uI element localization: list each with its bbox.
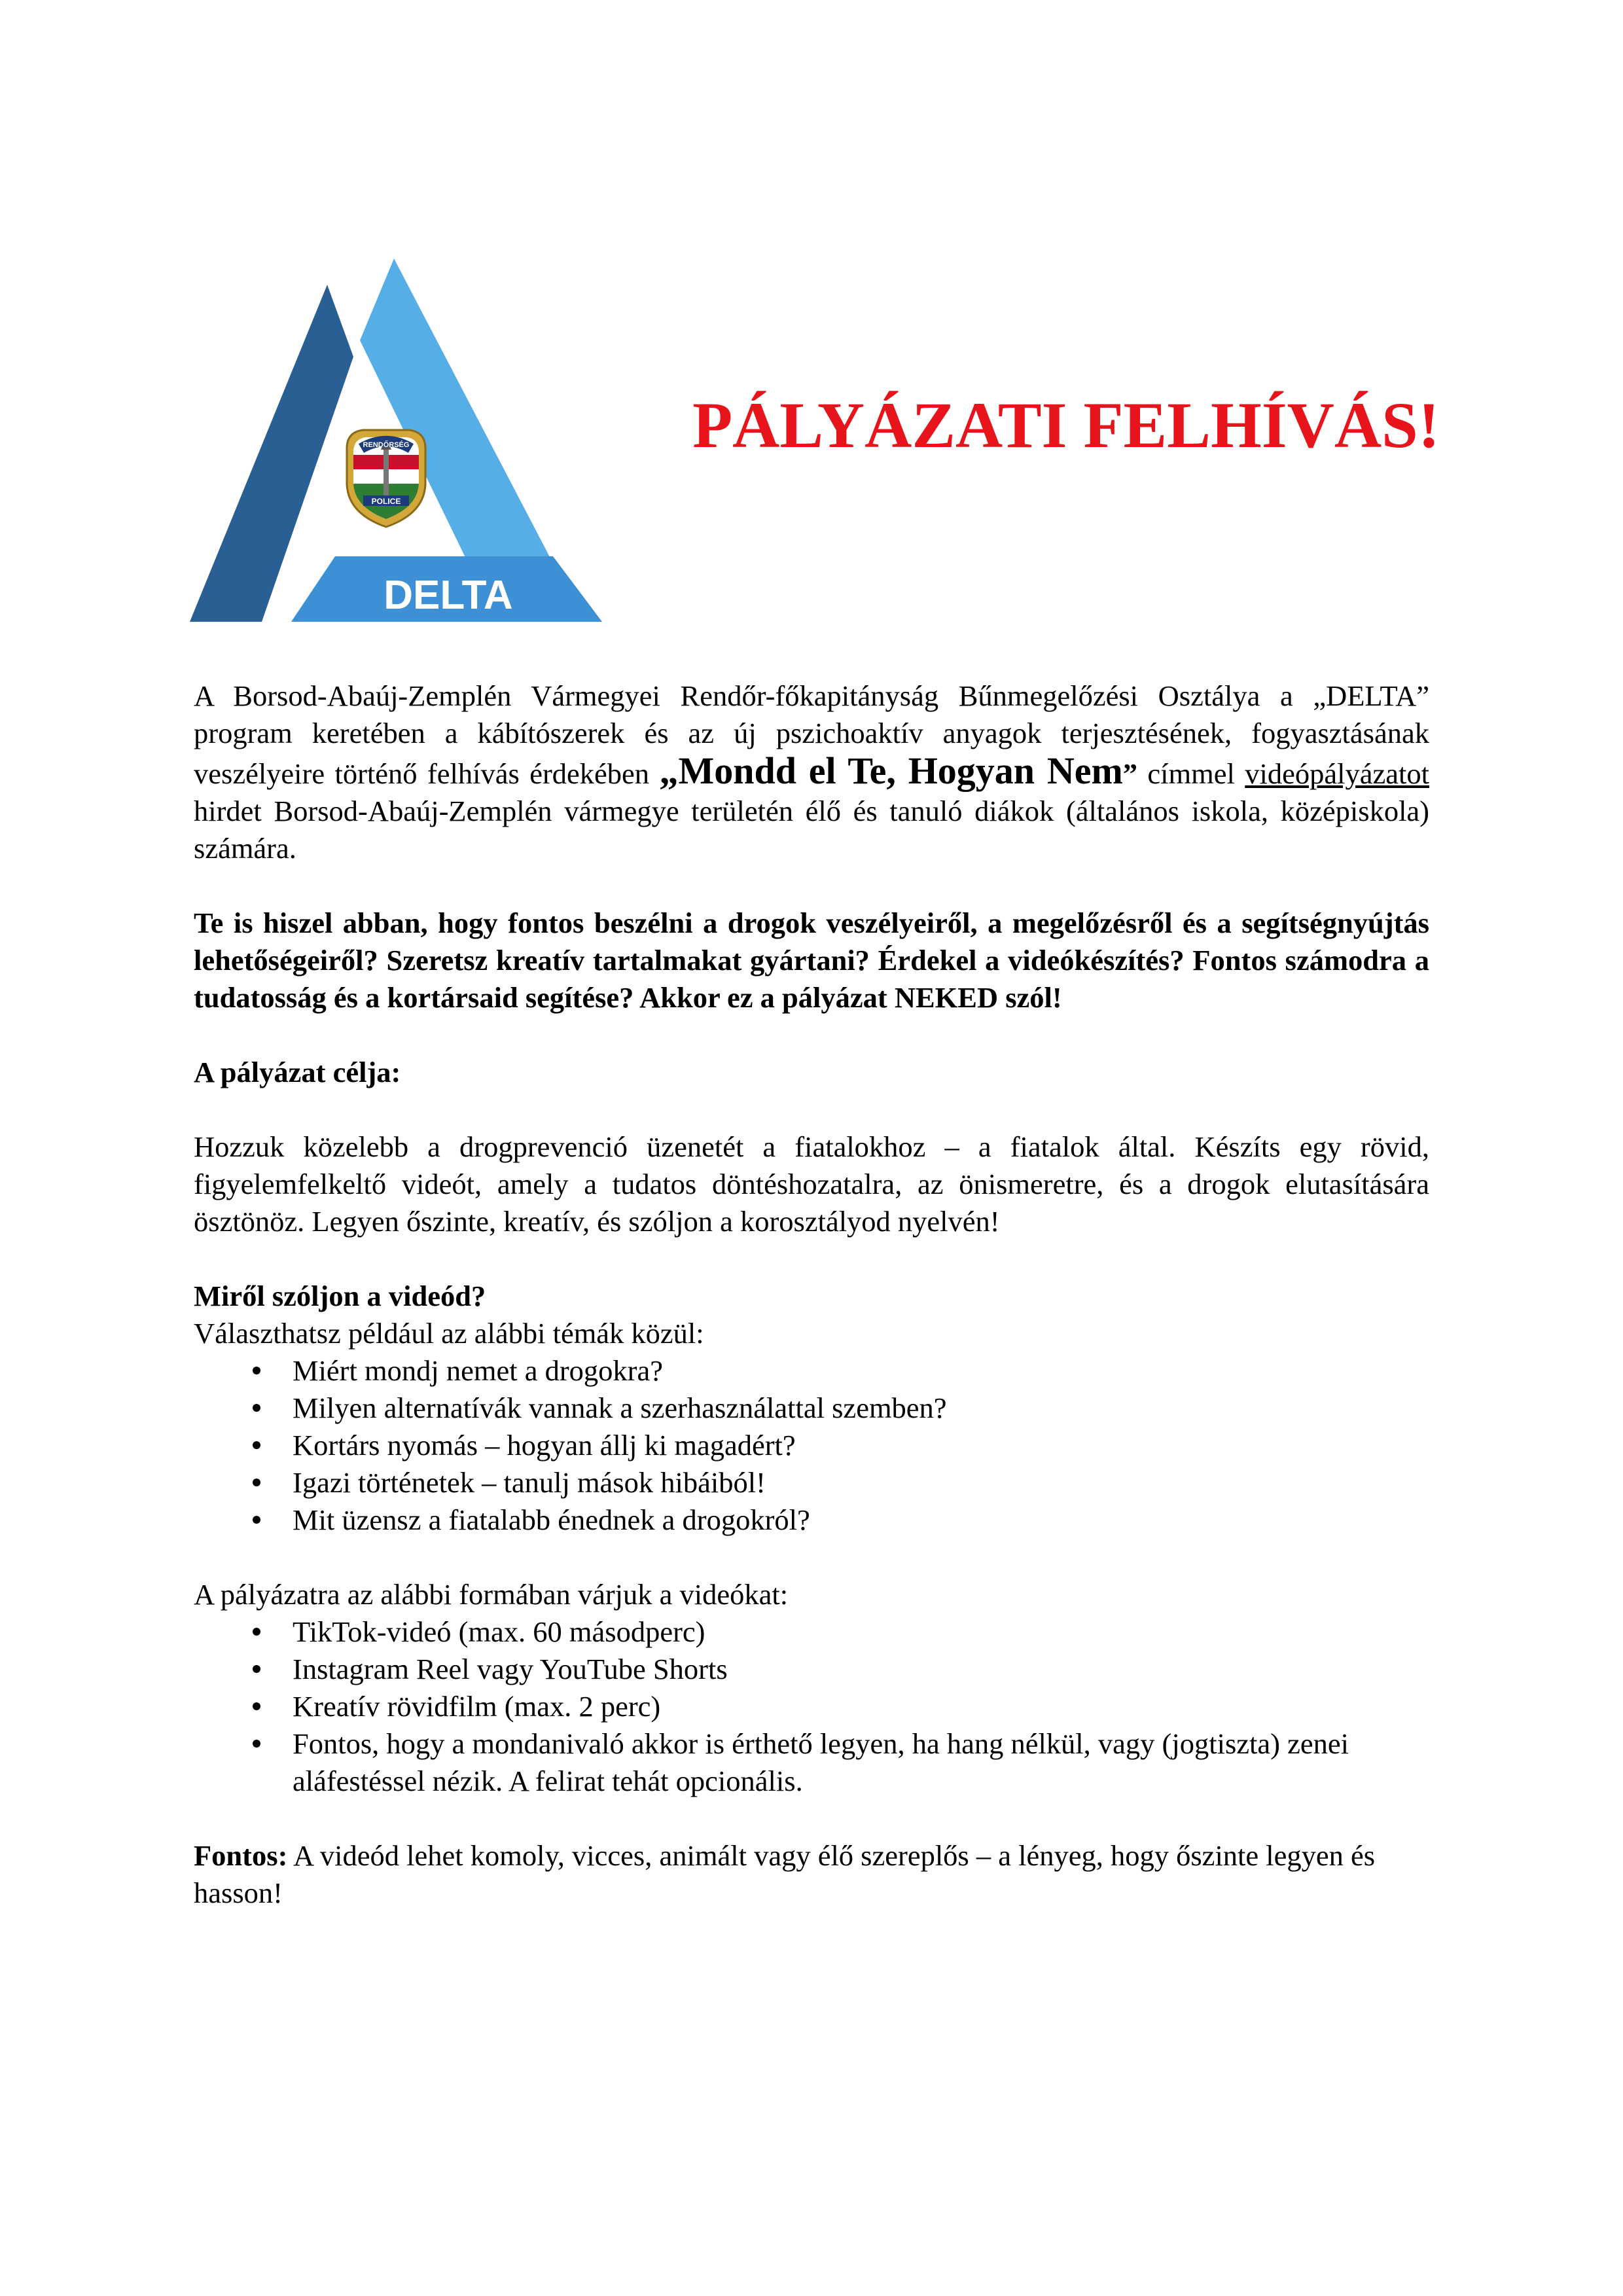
goal-text: Hozzuk közelebb a drogprevenció üzenetét a fiatalokhoz – a fiatalok által. Készíts egy rövid, figyelemfelkeltő videót, amely a tudatos döntéshozatalra, az önismeretre, és a drogok elutasítására ösztönöz. Legyen őszinte, kreatív, és szóljon a korosztályod nyelvén! — [194, 1130, 1429, 1238]
list-item-text: Fontos, hogy a mondanivaló akkor is érthető legyen, ha hang nélkül, vagy (jogtiszta) zenei aláfestéssel nézik. A felirat tehát opcionális. — [293, 1727, 1349, 1797]
topics-list — [194, 1352, 1429, 1539]
list-item-text: Milyen alternatívák vannak a szerhasználattal szemben? — [293, 1391, 947, 1424]
intro-text-mid: címmel — [1137, 757, 1245, 790]
campaign-title-quote: ” — [1122, 757, 1138, 790]
bullet-icon — [253, 1404, 260, 1412]
badge-top-text: RENDŐRSÉG — [363, 441, 410, 449]
bullet-icon — [253, 1740, 260, 1748]
list-item — [194, 1725, 1429, 1800]
list-item-text: Igazi történetek – tanulj mások hibáiból! — [293, 1466, 766, 1499]
document-body — [194, 677, 1429, 1912]
delta-triangle-logo — [190, 259, 602, 622]
page-title: PÁLYÁZATI FELHÍVÁS! — [692, 389, 1440, 461]
list-item — [194, 1352, 1429, 1390]
list-item — [194, 1613, 1429, 1651]
list-item — [194, 1651, 1429, 1688]
formats-list — [194, 1613, 1429, 1800]
bullet-icon — [253, 1367, 260, 1374]
formats-intro: A pályázatra az alábbi formában várjuk a videókat: — [194, 1578, 789, 1611]
goal-heading: A pályázat célja: — [194, 1056, 401, 1088]
badge-bottom-text: POLICE — [371, 497, 401, 506]
video-contest-link-text: videópályázatot — [1245, 757, 1429, 790]
list-item-text: Kortárs nyomás – hogyan állj ki magadért? — [293, 1429, 796, 1462]
bullet-icon — [253, 1628, 260, 1636]
bullet-icon — [253, 1479, 260, 1486]
list-item-text: Miért mondj nemet a drogokra? — [293, 1354, 663, 1387]
campaign-title: „Mondd el Te, Hogyan Nem — [659, 749, 1123, 792]
list-item-text: Kreatív rövidfilm (max. 2 perc) — [293, 1690, 661, 1723]
list-item — [194, 1688, 1429, 1725]
list-item — [194, 1464, 1429, 1501]
list-item-text: TikTok-videó (max. 60 másodperc) — [293, 1615, 705, 1648]
logo-delta-text: DELTA — [383, 573, 513, 618]
list-item — [194, 1427, 1429, 1464]
delta-logo — [190, 259, 602, 622]
intro-text-after: hirdet Borsod-Abaúj-Zemplén vármegye területén élő és tanuló diákok (általános iskola, középiskola) számára. — [194, 795, 1429, 865]
important-label: Fontos: — [194, 1839, 288, 1872]
topics-heading: Miről szóljon a videód? — [194, 1280, 486, 1312]
bullet-icon — [253, 1516, 260, 1524]
list-item — [194, 1390, 1429, 1427]
list-item-text: Instagram Reel vagy YouTube Shorts — [293, 1653, 728, 1685]
police-badge-icon — [347, 430, 425, 527]
bullet-icon — [253, 1441, 260, 1449]
important-note — [194, 1837, 1429, 1912]
question-paragraph: Te is hiszel abban, hogy fontos beszélni a drogok veszélyeiről, a megelőzésről és a segítségnyújtás lehetőségeiről? Szeretsz kreatív tartalmakat gyártani? Érdekel a videókészítés? Fontos számodra a tudatosság és a kortársaid segítése? Akkor ez a pályázat NEKED szól! — [194, 906, 1429, 1014]
list-item — [194, 1501, 1429, 1539]
intro-paragraph — [194, 677, 1429, 867]
list-item-text: Mit üzensz a fiatalabb énednek a drogokról? — [293, 1503, 810, 1536]
topics-intro: Választhatsz például az alábbi témák közül: — [194, 1317, 704, 1350]
bullet-icon — [253, 1702, 260, 1710]
intro-text-before: A Borsod-Abaúj-Zemplén Vármegyei Rendőr-főkapitányság Bűnmegelőzési Osztálya a „DELTA” program keretében a kábítószerek és az új pszichoaktív anyagok terjesztésének, fogyasztásának veszélyeire történő felhívás érdekében — [194, 679, 1429, 790]
bullet-icon — [253, 1665, 260, 1673]
important-text: A videód lehet komoly, vicces, animált vagy élő szereplős – a lényeg, hogy őszinte legyen és hasson! — [194, 1839, 1376, 1909]
